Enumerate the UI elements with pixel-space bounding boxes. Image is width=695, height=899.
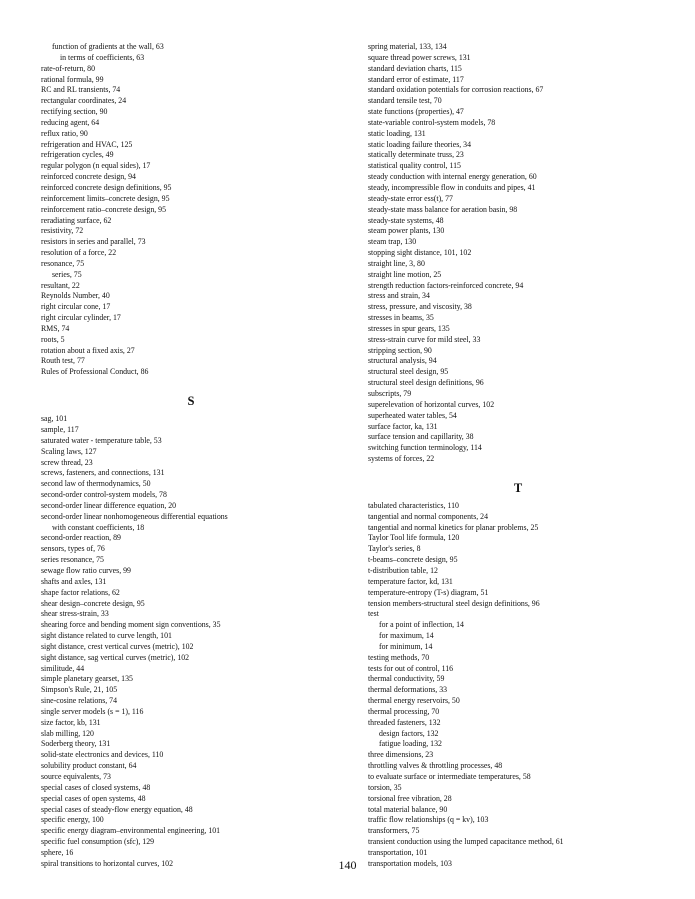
index-entry: spring material, 133, 134 <box>368 42 447 51</box>
index-entry: specific energy, 100 <box>41 815 104 825</box>
index-entry: total material balance, 90 <box>368 804 448 814</box>
index-entry: screw thread, 23 <box>41 457 93 467</box>
index-entry: steady-state systems, 48 <box>368 215 444 225</box>
index-column-left <box>41 42 341 870</box>
index-entry: stress and strain, 34 <box>368 291 430 301</box>
index-entry: steam trap, 130 <box>368 237 417 247</box>
index-subentry: for minimum, 14 <box>379 641 433 651</box>
index-entry: solubility product constant, 64 <box>41 761 137 771</box>
index-entry: switching function terminology, 114 <box>368 443 482 453</box>
index-entry: structural steel design, 95 <box>368 367 449 377</box>
index-entry: thermal deformations, 33 <box>368 685 448 695</box>
index-subentry: function of gradients at the wall, 63 <box>52 42 164 51</box>
section-spacer <box>41 378 341 390</box>
index-entry: t-distribution table, 12 <box>368 565 438 575</box>
index-entry: reinforcement limits–concrete design, 95 <box>41 193 170 203</box>
index-entry: Soderberg theory, 131 <box>41 739 111 749</box>
index-entry: saturated water - temperature table, 53 <box>41 435 162 445</box>
index-entry: reducing agent, 64 <box>41 117 100 127</box>
index-subentry: with constant coefficients, 18 <box>52 522 145 532</box>
index-entry: Simpson's Rule, 21, 105 <box>41 685 118 695</box>
index-entry: stopping sight distance, 101, 102 <box>368 248 472 258</box>
index-subentry: for maximum, 14 <box>379 631 434 641</box>
index-entry: second-order linear nonhomogeneous differential equations <box>41 511 228 521</box>
index-entry: shafts and axles, 131 <box>41 576 107 586</box>
index-entry: torsion, 35 <box>368 782 402 792</box>
index-entry: structural analysis, 94 <box>368 356 437 366</box>
index-entry: shape factor relations, 62 <box>41 587 120 597</box>
index-entry: tests for out of control, 116 <box>368 663 454 673</box>
index-entry: right circular cylinder, 17 <box>41 313 121 323</box>
index-entry: stress-strain curve for mild steel, 33 <box>368 334 481 344</box>
index-entry: Reynolds Number, 40 <box>41 291 110 301</box>
index-entry: reradiating surface, 62 <box>41 215 112 225</box>
index-entry: steady-state error ess(t), 77 <box>368 193 453 203</box>
index-entry: surface tension and capillarity, 38 <box>368 432 474 442</box>
index-entry: transportation models, 103 <box>368 858 452 868</box>
index-entry: refrigeration and HVAC, 125 <box>41 139 133 149</box>
index-entry: to evaluate surface or intermediate temperatures, 58 <box>368 772 531 781</box>
index-entry: regular polygon (n equal sides), 17 <box>41 161 151 171</box>
index-entry: resultant, 22 <box>41 280 80 290</box>
index-entry: solid-state electronics and devices, 110 <box>41 750 164 760</box>
index-entry: testing methods, 70 <box>368 652 430 662</box>
index-entry: sine-cosine relations, 74 <box>41 696 118 706</box>
index-entry: sample, 117 <box>41 425 79 434</box>
index-entry: resonance, 75 <box>41 258 85 268</box>
index-entry: stresses in beams, 35 <box>368 313 434 323</box>
index-entry: sensors, types of, 76 <box>41 544 105 554</box>
index-entry: throttling valves & throttling processes, 48 <box>368 761 503 771</box>
index-entry: three dimensions, 23 <box>368 750 434 760</box>
index-entry: state-variable control-system models, 78 <box>368 117 496 127</box>
index-entry: rectangular coordinates, 24 <box>41 96 127 106</box>
index-entry: sewage flow ratio curves, 99 <box>41 565 131 575</box>
index-entry: temperature factor, kd, 131 <box>368 576 453 586</box>
index-subentry: design factors, 132 <box>379 728 439 738</box>
index-entry: tension members-structural steel design definitions, 96 <box>368 598 540 608</box>
index-entry: simple planetary gearset, 135 <box>41 674 133 684</box>
index-entry: source equivalents, 73 <box>41 772 111 781</box>
index-entry: tabulated characteristics, 110 <box>368 500 459 510</box>
index-entry: structural steel design definitions, 96 <box>368 378 484 388</box>
index-entry: special cases of open systems, 48 <box>41 793 146 803</box>
index-entry: special cases of steady-flow energy equation, 48 <box>41 804 193 814</box>
index-entry: superelevation of horizontal curves, 102 <box>368 399 495 409</box>
index-entry: transformers, 75 <box>368 826 420 836</box>
index-entry: subscripts, 79 <box>368 389 412 398</box>
index-entry: static loading, 131 <box>368 128 426 138</box>
index-entry: rational formula, 99 <box>41 74 104 84</box>
index-entry: size factor, kb, 131 <box>41 717 101 727</box>
section-letter-heading: S <box>187 394 195 409</box>
index-entry: RMS, 74 <box>41 323 70 333</box>
index-entry: threaded fasteners, 132 <box>368 717 441 727</box>
index-entry: second-order control-system models, 78 <box>41 490 167 500</box>
index-subentry: series, 75 <box>52 269 82 279</box>
index-entry: systems of forces, 22 <box>368 454 435 464</box>
index-entry: surface factor, ka, 131 <box>368 421 438 431</box>
index-entry: standard error of estimate, 117 <box>368 74 464 84</box>
page-number: 140 <box>338 858 357 872</box>
index-entry: Rules of Professional Conduct, 86 <box>41 367 149 377</box>
index-entry: rate-of-return, 80 <box>41 63 96 73</box>
index-entry: Routh test, 77 <box>41 356 85 366</box>
index-entry: reinforced concrete design, 94 <box>41 172 136 182</box>
index-entry: sight distance, sag vertical curves (metric), 102 <box>41 652 190 662</box>
index-entry: thermal processing, 70 <box>368 706 440 716</box>
index-entry: shear stress-strain, 33 <box>41 609 109 619</box>
index-entry: reinforcement ratio–concrete design, 95 <box>41 204 167 214</box>
index-entry: stresses in spur gears, 135 <box>368 323 450 333</box>
index-entry: sight distance related to curve length, 101 <box>41 631 172 641</box>
index-entry: shearing force and bending moment sign conventions, 35 <box>41 620 221 630</box>
index-entry: rotation about a fixed axis, 27 <box>41 345 135 355</box>
index-entry: screws, fasteners, and connections, 131 <box>41 468 165 478</box>
index-entry: statically determinate truss, 23 <box>368 150 464 160</box>
index-entry: reinforced concrete design definitions, 95 <box>41 182 172 192</box>
index-entry: straight line, 3, 80 <box>368 258 425 268</box>
index-entry: specific fuel consumption (sfc), 129 <box>41 837 155 847</box>
index-entry: steady conduction with internal energy generation, 60 <box>368 172 537 182</box>
index-entry: sight distance, crest vertical curves (metric), 102 <box>41 641 194 651</box>
index-entry: resistivity, 72 <box>41 226 84 236</box>
index-entry: resolution of a force, 22 <box>41 248 117 258</box>
index-entry: standard oxidation potentials for corrosion reactions, 67 <box>368 85 544 95</box>
index-entry: traffic flow relationships (q = kv), 103 <box>368 815 489 825</box>
index-entry: t-beams–concrete design, 95 <box>368 555 458 565</box>
index-entry: steady-state mass balance for aeration basin, 98 <box>368 204 518 214</box>
index-entry: spiral transitions to horizontal curves, 102 <box>41 858 174 868</box>
index-entry: strength reduction factors-reinforced concrete, 94 <box>368 280 524 290</box>
index-entry: RC and RL transients, 74 <box>41 85 121 95</box>
index-entry: Taylor's series, 8 <box>368 544 421 554</box>
index-entry: sphere, 16 <box>41 847 74 857</box>
index-entry: steam power plants, 130 <box>368 226 445 236</box>
section-letter-heading: T <box>513 480 523 495</box>
index-entry: stress, pressure, and viscosity, 38 <box>368 302 472 312</box>
index-entry: similitude, 44 <box>41 663 85 673</box>
index-entry: second law of thermodynamics, 50 <box>41 479 151 489</box>
index-entry: roots, 5 <box>41 334 65 344</box>
index-entry: transportation, 101 <box>368 847 428 857</box>
index-entry: transient conduction using the lumped capacitance method, 61 <box>368 837 564 847</box>
index-entry: Taylor Tool life formula, 120 <box>368 533 460 543</box>
index-entry: sag, 101 <box>41 414 68 424</box>
index-entry: thermal conductivity, 59 <box>368 674 445 684</box>
index-subentry: fatigue loading, 132 <box>379 739 442 749</box>
index-column-right <box>368 42 668 870</box>
index-entry: static loading failure theories, 34 <box>368 139 472 149</box>
index-entry: test <box>368 609 379 619</box>
index-entry: series resonance, 75 <box>41 555 104 565</box>
index-entry: right circular cone, 17 <box>41 302 111 312</box>
index-entry: second-order reaction, 89 <box>41 533 121 543</box>
index-entry: reflux ratio, 90 <box>41 128 88 138</box>
index-entry: state functions (properties), 47 <box>368 107 464 117</box>
index-entry: rectifying section, 90 <box>41 107 108 117</box>
index-entry: temperature-entropy (T-s) diagram, 51 <box>368 587 489 597</box>
index-entry: torsional free vibration, 28 <box>368 793 452 803</box>
index-entry: refrigeration cycles, 49 <box>41 150 114 160</box>
index-entry: special cases of closed systems, 48 <box>41 782 151 792</box>
index-entry: steady, incompressible flow in conduits and pipes, 41 <box>368 182 536 192</box>
index-entry: superheated water tables, 54 <box>368 410 457 420</box>
index-entry: tangential and normal kinetics for planar problems, 25 <box>368 522 539 532</box>
index-entry: square thread power screws, 131 <box>368 52 471 62</box>
index-entry: second-order linear difference equation, 20 <box>41 500 177 510</box>
section-spacer <box>368 465 668 477</box>
index-entry: single server models (s = 1), 116 <box>41 706 144 716</box>
index-entry: stripping section, 90 <box>368 345 432 355</box>
index-entry: standard tensile test, 70 <box>368 96 442 106</box>
index-entry: tangential and normal components, 24 <box>368 511 489 521</box>
index-entry: specific energy diagram–environmental engineering, 101 <box>41 826 221 836</box>
index-entry: resistors in series and parallel, 73 <box>41 237 146 247</box>
index-entry: shear design–concrete design, 95 <box>41 598 145 608</box>
index-entry: Scaling laws, 127 <box>41 446 97 456</box>
index-subentry: in terms of coefficients, 63 <box>60 52 145 62</box>
index-entry: statistical quality control, 115 <box>368 161 461 171</box>
index-entry: straight line motion, 25 <box>368 269 442 279</box>
index-entry: standard deviation charts, 115 <box>368 63 462 73</box>
index-subentry: for a point of inflection, 14 <box>379 620 464 630</box>
index-entry: thermal energy reservoirs, 50 <box>368 696 460 706</box>
index-entry: slab milling, 120 <box>41 728 94 738</box>
